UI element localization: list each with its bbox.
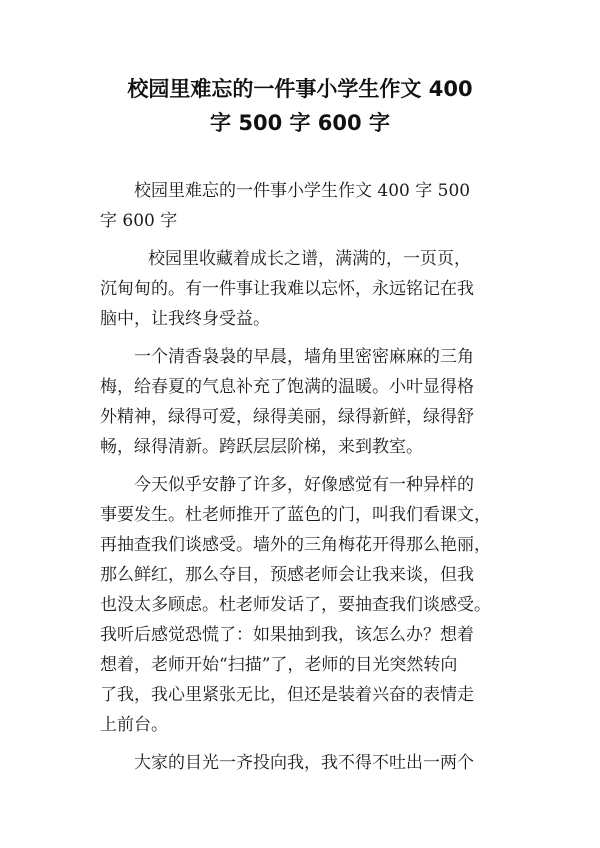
- text-line: 事要发生。杜老师推开了蓝色的门，叫我们看课文，: [100, 505, 491, 525]
- text-line: 再抽查我们谈感受。墙外的三角梅花开得那么艳丽，: [100, 535, 491, 555]
- paragraph-1: [100, 176, 505, 236]
- text-line: 上前台。: [100, 715, 168, 735]
- text-line: 梅，给春夏的气息补充了饱满的温暖。小叶显得格: [100, 377, 474, 397]
- text-line: 今天似乎安静了许多，好像感觉有一种异样的: [134, 475, 474, 495]
- paragraph-3: [100, 342, 505, 462]
- text-line: 字 600 字: [100, 211, 178, 231]
- paragraph-2: [100, 244, 505, 334]
- text-line: 也没太多顾虑。杜老师发话了，要抽查我们谈感受。: [100, 595, 491, 615]
- paragraph-5: [100, 748, 505, 778]
- text-line: 了我，我心里紧张无比，但还是装着兴奋的表情走: [100, 685, 474, 705]
- paragraph-4: [100, 470, 505, 740]
- title-line-1: 校园里难忘的一件事小学生作文 400: [127, 77, 473, 101]
- text-line: 想着，老师开始“扫描”了，老师的目光突然转向: [100, 655, 458, 675]
- document-body: [100, 176, 505, 786]
- text-line: 那么鲜红，那么夺目，预感老师会让我来谈，但我: [100, 565, 474, 585]
- text-line: 我听后感觉恐慌了：如果抽到我，该怎么办？想着: [100, 625, 474, 645]
- document-title: [60, 72, 540, 140]
- text-line: 校园里收藏着成长之谱，满满的，一页页，: [148, 249, 471, 269]
- text-line: 脑中，让我终身受益。: [100, 309, 270, 329]
- title-line-2: 字 500 字 600 字: [210, 111, 390, 135]
- text-line: 沉甸甸的。有一件事让我难以忘怀，永远铭记在我: [100, 279, 474, 299]
- text-line: 畅，绿得清新。跨跃层层阶梯，来到教室。: [100, 437, 423, 457]
- text-line: 大家的目光一齐投向我，我不得不吐出一两个: [134, 753, 474, 773]
- text-line: 一个清香袅袅的早晨，墙角里密密麻麻的三角: [134, 347, 474, 367]
- text-line: 校园里难忘的一件事小学生作文 400 字 500: [134, 181, 471, 201]
- text-line: 外精神，绿得可爱，绿得美丽，绿得新鲜，绿得舒: [100, 407, 474, 427]
